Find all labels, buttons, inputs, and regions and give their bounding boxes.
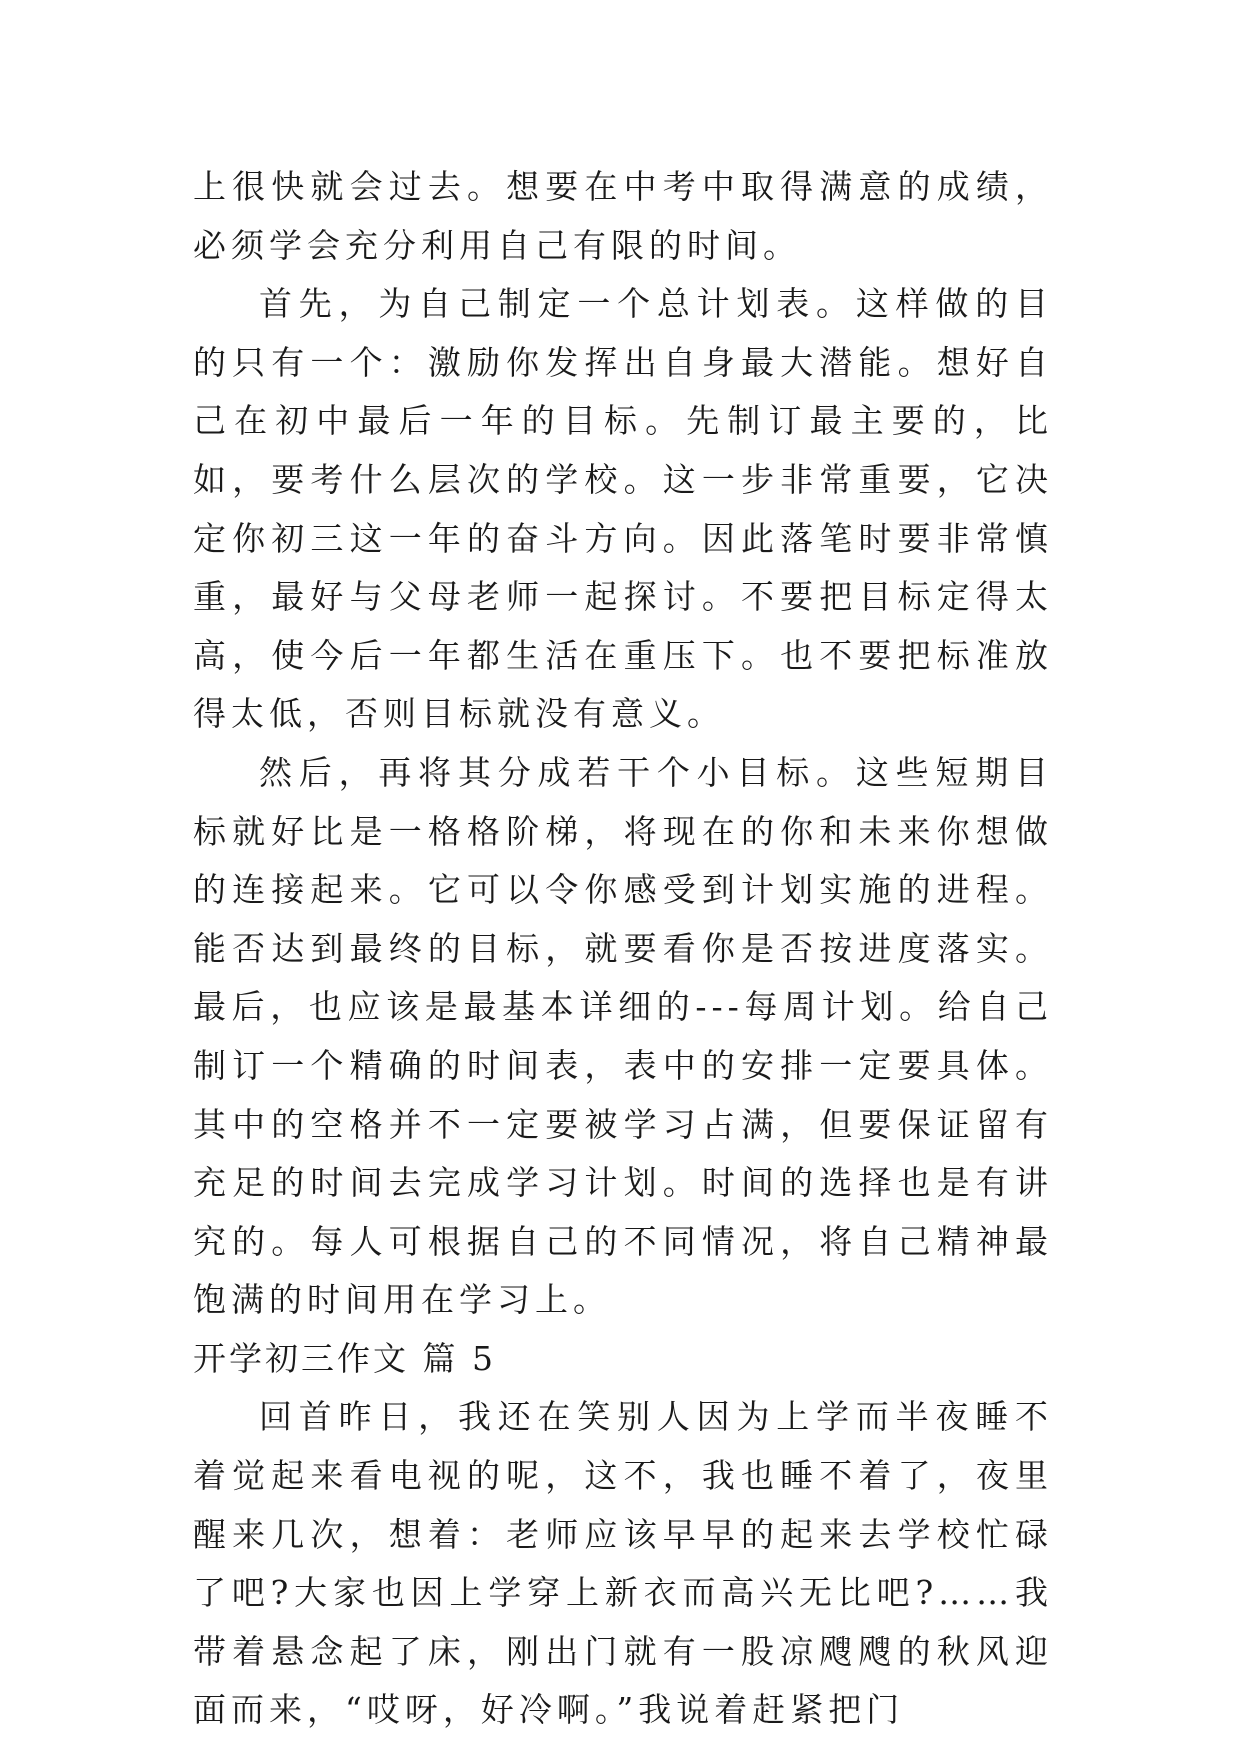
document-body xyxy=(193,158,1053,1740)
paragraph-3: 然后，再将其分成若干个小目标。这些短期目标就好比是一格格阶梯，将现在的你和未来你想做的连接起来。它可以令你感受到计划实施的进程。能否达到最终的目标，就要看你是否按进度落实。最后，也应该是最基本详细的---每周计划。给自己制订一个精确的时间表，表中的安排一定要具体。其中的空格并不一定要被学习占满，但要保证留有充足的时间去完成学习计划。时间的选择也是有讲究的。每人可根据自己的不同情况，将自己精神最饱满的时间用在学习上。 xyxy=(193,752,1053,1320)
section-heading: 开学初三作文 篇 5 xyxy=(193,1338,496,1378)
paragraph-4: 回首昨日，我还在笑别人因为上学而半夜睡不着觉起来看电视的呢，这不，我也睡不着了，夜里醒来几次，想着：老师应该早早的起来去学校忙碌了吧?大家也因上学穿上新衣而高兴无比吧?……我带着悬念起了床，刚出门就有一股凉飕飕的秋风迎面而来，“哎呀，好冷啊。”我说着赶紧把门 xyxy=(193,1397,1053,1730)
paragraph-1: 上很快就会过去。想要在中考中取得满意的成绩，必须学会充分利用自己有限的时间。 xyxy=(193,167,1053,265)
paragraph-2: 首先，为自己制定一个总计划表。这样做的目的只有一个：激励你发挥出自身最大潜能。想好自己在初中最后一年的目标。先制订最主要的，比如，要考什么层次的学校。这一步非常重要，它决定你初三这一年的奋斗方向。因此落笔时要非常慎重，最好与父母老师一起探讨。不要把目标定得太高，使今后一年都生活在重压下。也不要把标准放得太低，否则目标就没有意义。 xyxy=(193,284,1053,734)
